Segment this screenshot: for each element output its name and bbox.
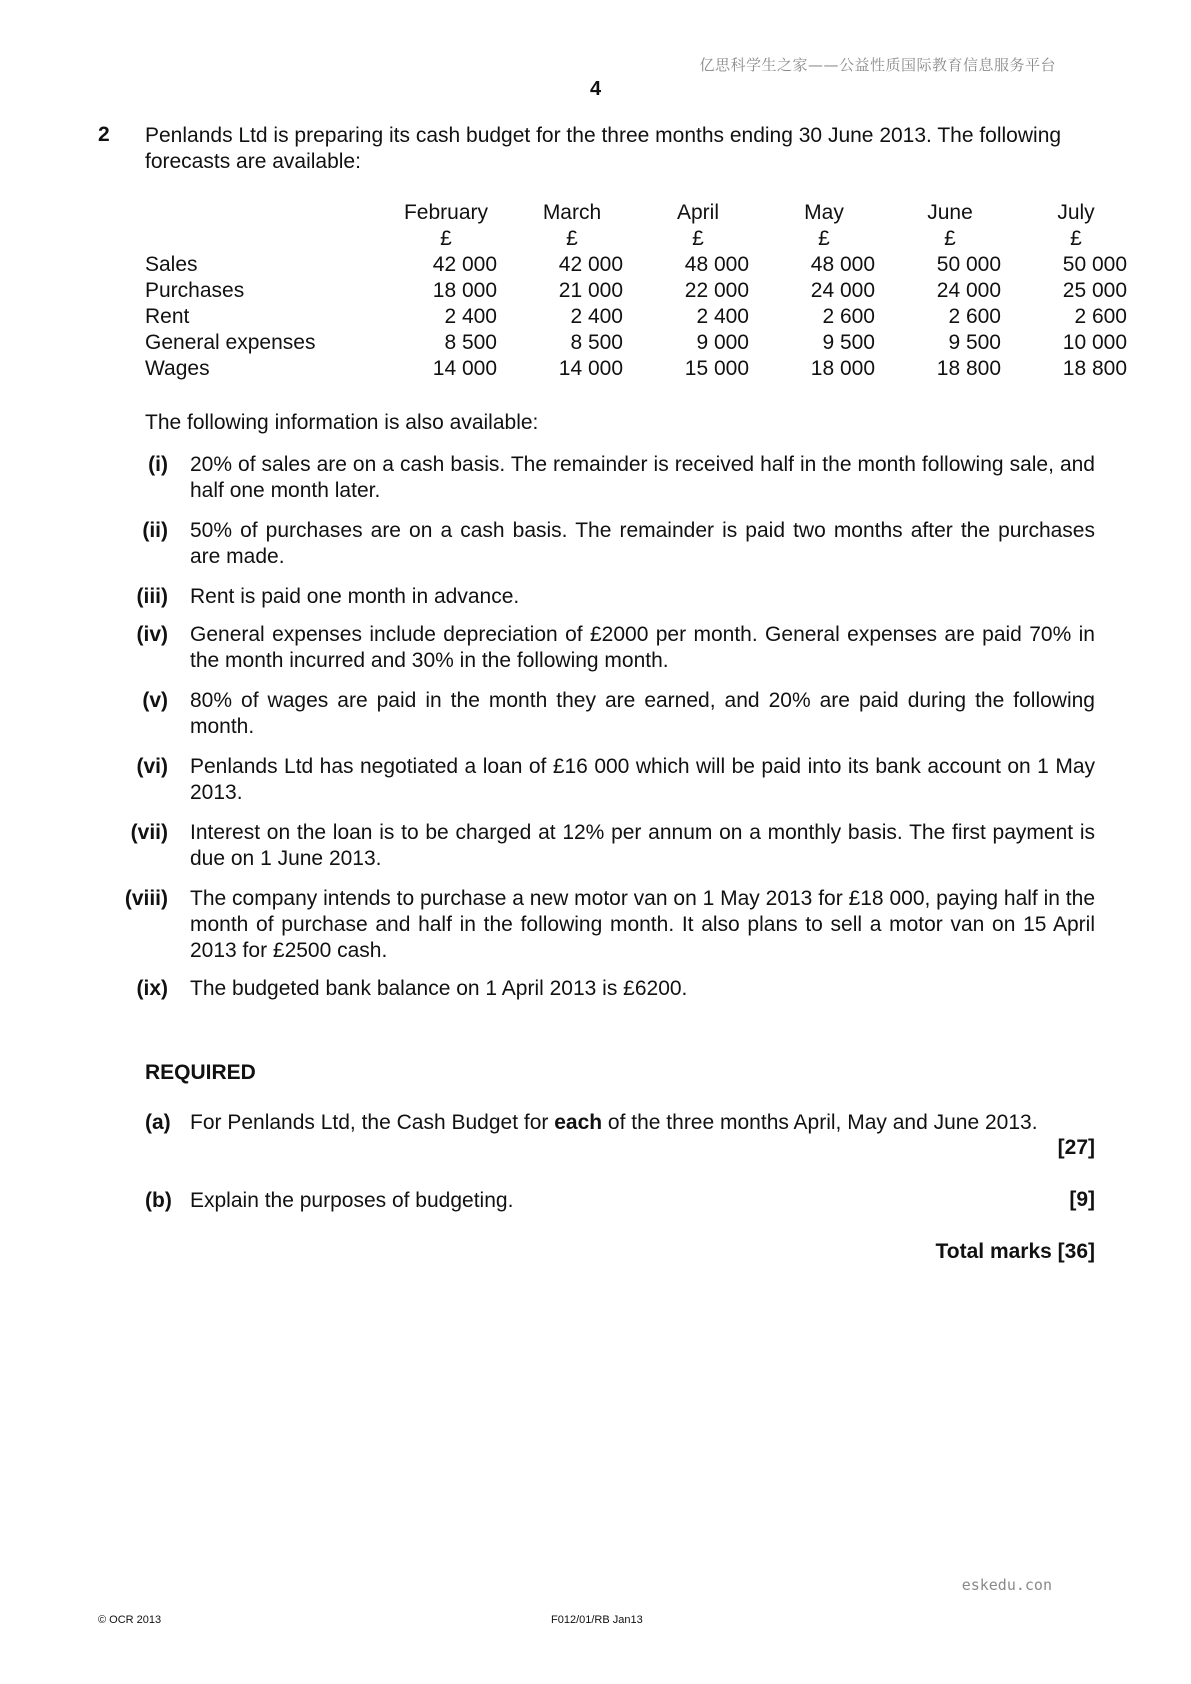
table-cell: 2 400	[444, 305, 497, 328]
part-mark: (b)	[145, 1189, 172, 1212]
currency-symbol: £	[1070, 227, 1082, 250]
table-cell: 2 400	[570, 305, 623, 328]
item-text: 50% of purchases are on a cash basis. The remainder is paid two months after the purchases are made.	[190, 519, 1095, 568]
table-cell: 9 500	[948, 331, 1001, 354]
month-header: May	[804, 201, 844, 224]
table-row	[145, 356, 1139, 382]
row-label: Sales	[145, 253, 198, 276]
table-cell: 48 000	[684, 253, 749, 276]
item-mark: (ii)	[142, 519, 168, 542]
table-cell: 9 000	[696, 331, 749, 354]
item-mark: (ix)	[136, 977, 168, 1000]
item-text: 80% of wages are paid in the month they are earned, and 20% are paid during the following month.	[190, 689, 1095, 738]
row-label: Wages	[145, 357, 210, 380]
table-cell: 18 800	[1062, 357, 1127, 380]
month-header: July	[1057, 201, 1095, 224]
required-heading: REQUIRED	[145, 1061, 256, 1084]
month-header: June	[927, 201, 973, 224]
copyright: © OCR 2013	[98, 1614, 162, 1626]
top-watermark: 亿思科学生之家——公益性质国际教育信息服务平台	[699, 56, 1056, 74]
currency-symbol: £	[818, 227, 830, 250]
item-mark: (vi)	[136, 755, 168, 778]
table-cell: 50 000	[1062, 253, 1127, 276]
bottom-watermark: eskedu.con	[961, 1576, 1052, 1594]
currency-row	[145, 226, 1139, 252]
item-mark: (iii)	[136, 585, 168, 608]
item-mark: (iv)	[136, 623, 168, 646]
month-header: April	[676, 201, 719, 224]
table-row	[145, 278, 1139, 304]
part-text: For Penlands Ltd, the Cash Budget for each of the three months April, May and June 2013.	[190, 1111, 1038, 1134]
table-cell: 18 800	[936, 357, 1001, 380]
table-cell: 15 000	[684, 357, 749, 380]
item-text: The budgeted bank balance on 1 April 2013 is £6200.	[190, 977, 688, 1000]
table-cell: 48 000	[810, 253, 875, 276]
row-label: General expenses	[145, 331, 316, 354]
part-mark: (a)	[145, 1111, 171, 1134]
item-mark: (v)	[142, 689, 168, 712]
table-cell: 18 000	[810, 357, 875, 380]
item-mark: (viii)	[124, 887, 168, 910]
part-a-marks: [27]	[1057, 1136, 1095, 1159]
table-row	[145, 252, 1139, 278]
row-label: Rent	[145, 305, 190, 328]
table-cell: 2 400	[696, 305, 749, 328]
month-header: February	[403, 201, 489, 224]
table-row	[145, 304, 1139, 330]
item-text: Interest on the loan is to be charged at 12% per annum on a monthly basis. The first payment is due on 1 June 2013.	[190, 821, 1095, 870]
table-cell: 50 000	[936, 253, 1001, 276]
part-b-marks: [9]	[1069, 1188, 1095, 1211]
table-cell: 25 000	[1062, 279, 1127, 302]
table-cell: 42 000	[432, 253, 497, 276]
question-intro: Penlands Ltd is preparing its cash budget for the three months ending 30 June 2013. The following forecasts are available:	[145, 124, 1062, 173]
table-row	[145, 330, 1139, 356]
item-mark: (vii)	[130, 821, 168, 844]
table-cell: 9 500	[822, 331, 875, 354]
paper-code: F012/01/RB Jan13	[551, 1614, 643, 1626]
table-cell: 42 000	[558, 253, 623, 276]
item-text: 20% of sales are on a cash basis. The remainder is received half in the month following sale, and half one month later.	[190, 453, 1095, 502]
table-cell: 2 600	[822, 305, 875, 328]
table-cell: 10 000	[1062, 331, 1127, 354]
table-cell: 8 500	[570, 331, 623, 354]
forecast-table	[145, 200, 1139, 382]
month-header: March	[542, 201, 602, 224]
table-header-row	[145, 200, 1139, 226]
currency-symbol: £	[440, 227, 452, 250]
table-cell: 18 000	[432, 279, 497, 302]
currency-symbol: £	[692, 227, 704, 250]
row-label: Purchases	[145, 279, 245, 302]
item-text: Penlands Ltd has negotiated a loan of £16 000 which will be paid into its bank account on 1 May 2013.	[190, 755, 1095, 804]
question-number: 2	[98, 123, 110, 146]
table-cell: 14 000	[432, 357, 497, 380]
table-cell: 24 000	[936, 279, 1001, 302]
item-text: Rent is paid one month in advance.	[190, 585, 520, 608]
table-cell: 24 000	[810, 279, 875, 302]
table-cell: 2 600	[948, 305, 1001, 328]
item-text: General expenses include depreciation of £2000 per month. General expenses are paid 70% in the month incurred and 30% in the following month.	[190, 623, 1095, 672]
part-text: Explain the purposes of budgeting.	[190, 1189, 514, 1212]
table-cell: 2 600	[1074, 305, 1127, 328]
currency-symbol: £	[566, 227, 578, 250]
table-cell: 21 000	[558, 279, 623, 302]
currency-symbol: £	[944, 227, 956, 250]
item-mark: (i)	[148, 453, 168, 476]
table-cell: 22 000	[684, 279, 749, 302]
table-cell: 8 500	[444, 331, 497, 354]
total-marks: Total marks [36]	[935, 1240, 1095, 1263]
table-cell: 14 000	[558, 357, 623, 380]
page-number: 4	[589, 78, 602, 100]
item-text: The company intends to purchase a new motor van on 1 May 2013 for £18 000, paying half in the month of purchase and half in the following month. It also plans to sell a motor van on 15 April 2013 for £2500 cash.	[190, 887, 1095, 962]
also-available-text: The following information is also available:	[145, 411, 539, 434]
